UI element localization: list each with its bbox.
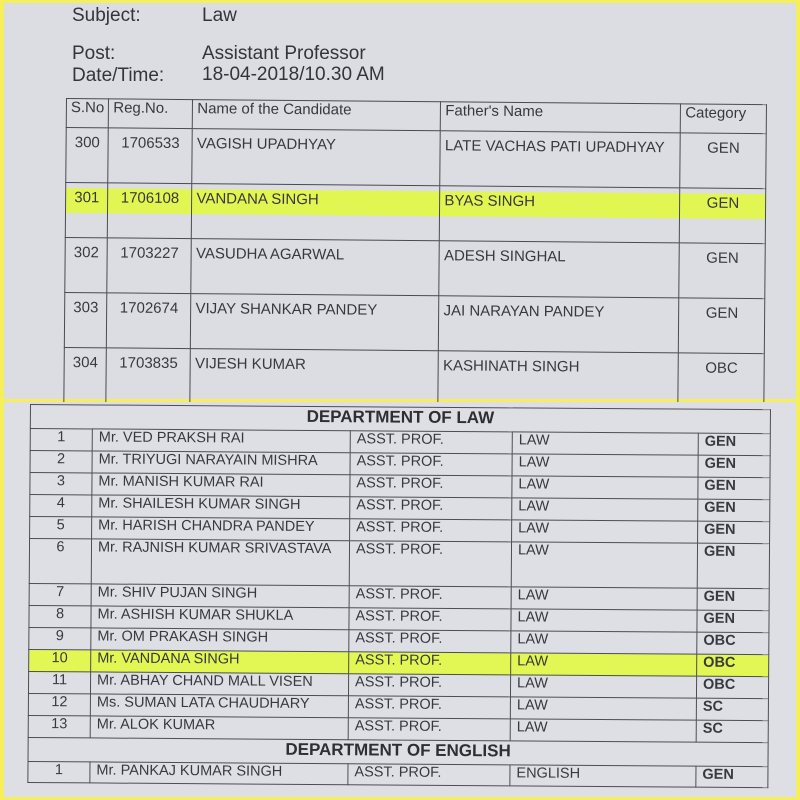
category-cell: GEN <box>698 521 770 544</box>
no-cell: 11 <box>28 671 90 693</box>
subject-cell: LAW <box>512 476 698 499</box>
post-value: Assistant Professor <box>202 43 366 64</box>
no-cell: 3 <box>30 473 92 495</box>
name-cell: Mr. ASHISH KUMAR SHUKLA <box>91 606 349 630</box>
reg-cell: 1706533 <box>108 128 192 184</box>
table-row <box>64 347 765 408</box>
no-cell: 12 <box>28 693 90 715</box>
subject-cell: LAW <box>510 675 696 698</box>
category-cell: GEN <box>698 455 770 478</box>
post-cell: ASST. PROF. <box>350 475 512 498</box>
name-cell: Mr. OM PRAKASH SINGH <box>91 628 349 652</box>
candidate-name-cell: VIJESH KUMAR <box>190 349 438 406</box>
column-header: Father's Name <box>441 102 681 133</box>
subject-cell: LAW <box>512 432 698 455</box>
subject-cell: LAW <box>510 719 696 742</box>
department-law-heading: DEPARTMENT OF LAW <box>30 405 770 434</box>
name-cell: Mr. VANDANA SINGH <box>91 650 349 674</box>
post-cell: ASST. PROF. <box>350 453 512 476</box>
subject-cell: ENGLISH <box>510 765 696 787</box>
category-cell: GEN <box>680 188 766 244</box>
column-header: Category <box>681 104 767 134</box>
table-row <box>65 237 766 298</box>
name-cell: Mr. SHAILESH KUMAR SINGH <box>92 495 350 519</box>
name-cell: Mr. ABHAY CHAND MALL VISEN <box>90 672 348 696</box>
no-cell: 5 <box>30 517 92 539</box>
post-cell: ASST. PROF. <box>348 764 510 786</box>
department-table <box>27 404 771 788</box>
name-cell: Mr. PANKAJ KUMAR SINGH <box>90 762 348 785</box>
post-cell: ASST. PROF. <box>349 652 511 675</box>
subject-cell: LAW <box>512 454 698 477</box>
table-row <box>64 292 765 353</box>
father-name-cell: ADESH SINGHAL <box>439 241 679 298</box>
category-cell: GEN <box>698 499 770 522</box>
no-cell: 8 <box>29 605 91 627</box>
no-cell: 10 <box>29 649 91 671</box>
datetime-label: Date/Time: <box>72 65 165 86</box>
name-cell: Mr. SHIV PUJAN SINGH <box>91 584 349 608</box>
no-cell: 2 <box>30 451 92 473</box>
category-cell: OBC <box>678 353 764 409</box>
no-cell: 13 <box>28 715 90 737</box>
no-cell: 9 <box>29 627 91 649</box>
category-cell: GEN <box>679 243 765 299</box>
father-name-cell: KASHINATH SINGH <box>438 351 678 408</box>
subject-cell: LAW <box>511 587 697 610</box>
post-cell: ASST. PROF. <box>348 674 510 697</box>
reg-cell: 1706108 <box>108 183 192 239</box>
column-header: Name of the Candidate <box>193 100 441 131</box>
post-cell: ASST. PROF. <box>350 497 512 520</box>
reg-cell: 1703835 <box>106 348 190 404</box>
post-cell: ASST. PROF. <box>349 586 511 609</box>
table-row-partial <box>28 761 768 787</box>
category-cell: GEN <box>696 766 768 788</box>
name-cell: Mr. TRIYUGI NARAYAIN MISHRA <box>92 451 350 475</box>
department-list-photo <box>4 402 796 797</box>
category-cell: OBC <box>696 676 768 699</box>
category-cell: GEN <box>680 133 766 189</box>
sno-cell: 302 <box>65 237 108 292</box>
subject-cell: LAW <box>511 542 697 588</box>
candidate-name-cell: VASUDHA AGARWAL <box>191 239 439 296</box>
post-cell: ASST. PROF. <box>350 519 512 542</box>
father-name-cell: BYAS SINGH <box>440 186 680 243</box>
name-cell: Ms. SUMAN LATA CHAUDHARY <box>90 694 348 718</box>
category-cell: GEN <box>697 543 769 589</box>
reg-cell: 1703227 <box>107 238 191 294</box>
subject-cell: LAW <box>512 498 698 521</box>
father-name-cell: JAI NARAYAN PANDEY <box>439 296 679 353</box>
category-cell: SC <box>696 720 768 743</box>
post-cell: ASST. PROF. <box>349 630 511 653</box>
father-name-cell: LATE VACHAS PATI UPADHYAY <box>440 131 680 188</box>
name-cell: Mr. RAJNISH KUMAR SRIVASTAVA <box>91 539 349 586</box>
reg-cell: 1702674 <box>107 293 191 349</box>
category-cell: SC <box>696 698 768 721</box>
no-cell: 6 <box>29 539 91 584</box>
table-row <box>29 539 769 589</box>
highlighted-table-row <box>65 183 766 244</box>
name-cell: Mr. ALOK KUMAR <box>90 716 348 740</box>
category-cell: GEN <box>698 433 770 456</box>
subject-cell: LAW <box>511 653 697 676</box>
subject-value: Law <box>202 5 237 26</box>
column-header: S.No <box>66 99 109 128</box>
no-cell: 1 <box>30 429 92 451</box>
subject-cell: LAW <box>510 697 696 720</box>
candidate-name-cell: VAGISH UPADHYAY <box>192 129 440 186</box>
post-cell: ASST. PROF. <box>348 718 510 741</box>
post-cell: ASST. PROF. <box>349 541 511 587</box>
sno-cell: 304 <box>64 347 107 402</box>
no-cell: 7 <box>29 583 91 605</box>
subject-cell: LAW <box>511 609 697 632</box>
subject-label: Subject: <box>72 5 141 26</box>
category-cell: OBC <box>697 632 769 655</box>
name-cell: Mr. MANISH KUMAR RAI <box>92 473 350 497</box>
candidate-name-cell: VIJAY SHANKAR PANDEY <box>191 294 439 351</box>
post-label: Post: <box>72 43 116 64</box>
exam-schedule-photo <box>4 3 796 399</box>
sno-cell: 303 <box>64 292 107 347</box>
post-cell: ASST. PROF. <box>350 431 512 454</box>
table-row <box>66 128 767 189</box>
subject-cell: LAW <box>511 631 697 654</box>
datetime-value: 18-04-2018/10.30 AM <box>202 64 385 85</box>
post-cell: ASST. PROF. <box>348 696 510 719</box>
sno-cell: 300 <box>66 128 109 183</box>
no-cell: 4 <box>30 495 92 517</box>
category-cell: GEN <box>698 477 770 500</box>
category-cell: GEN <box>697 588 769 611</box>
name-cell: Mr. VED PRAKSH RAI <box>92 429 350 453</box>
department-english-heading: DEPARTMENT OF ENGLISH <box>28 737 768 766</box>
name-cell: Mr. HARISH CHANDRA PANDEY <box>92 517 350 541</box>
candidate-name-cell: VANDANA SINGH <box>192 184 440 241</box>
sno-cell: 301 <box>65 183 108 238</box>
category-cell: GEN <box>679 298 765 354</box>
column-header: Reg.No. <box>109 99 193 129</box>
category-cell: OBC <box>697 654 769 677</box>
subject-cell: LAW <box>512 520 698 543</box>
category-cell: GEN <box>697 610 769 633</box>
no-cell: 1 <box>28 761 90 782</box>
post-cell: ASST. PROF. <box>349 608 511 631</box>
candidate-table <box>63 98 767 442</box>
